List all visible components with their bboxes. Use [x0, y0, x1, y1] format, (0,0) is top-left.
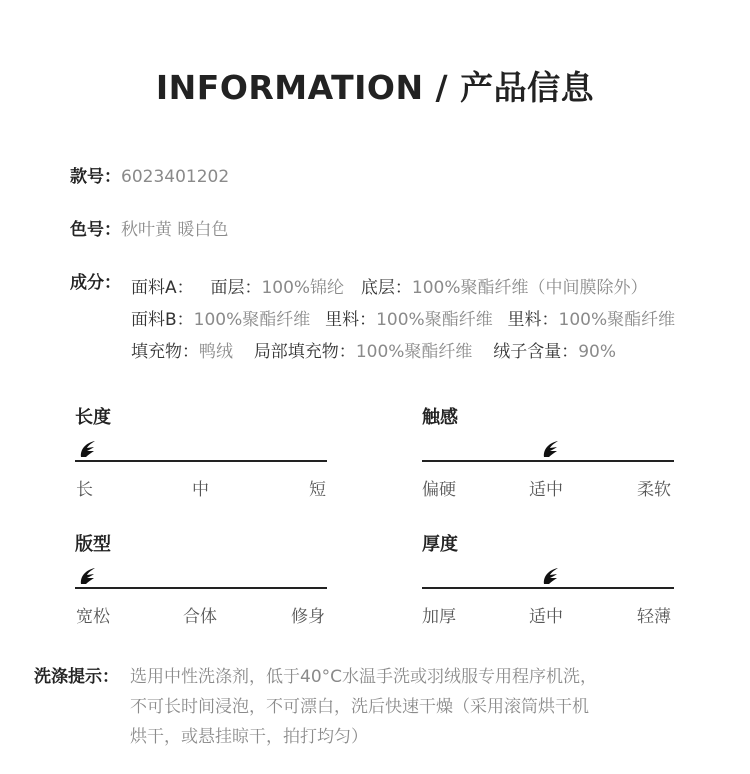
thickness-tick-thin: 轻薄 [637, 607, 671, 627]
wash-label: 洗涤提示： [34, 667, 119, 687]
comp-value: 100%聚酯纤维 [376, 310, 493, 330]
wash-line: 烘干，或悬挂晾干，拍打均匀） [130, 727, 368, 747]
length-scale-title: 长度 [75, 407, 111, 428]
comp-value: 100%锦纶 [261, 278, 345, 298]
touch-tick-soft: 柔软 [637, 480, 671, 500]
fit-scale-line [75, 587, 327, 589]
wash-line: 不可长时间浸泡，不可漂白，洗后快速干燥（采用滚筒烘干机 [130, 697, 589, 717]
comp-key: 里料： [325, 310, 377, 330]
comp-key: 填充物： [131, 342, 199, 362]
wash-text [130, 662, 730, 752]
comp-key: 里料： [507, 310, 559, 330]
comp-key: 面料A： [131, 278, 194, 298]
brand-wing-logo-icon [77, 564, 101, 588]
composition-line-1 [131, 273, 647, 298]
comp-key: 局部填充物： [253, 342, 356, 362]
comp-value: 100%聚酯纤维 [355, 342, 473, 362]
composition-line-3 [131, 337, 616, 362]
touch-tick-hard: 偏硬 [422, 480, 456, 500]
wash-line: 选用中性洗涤剂，低于40°C水温手洗或羽绒服专用程序机洗， [130, 667, 598, 687]
brand-wing-logo-icon [540, 564, 564, 588]
comp-key: 面料B： [131, 310, 194, 330]
fit-tick-regular: 合体 [183, 607, 217, 627]
comp-value: 100%聚酯纤维（中间膜除外） [411, 278, 648, 298]
fit-scale-title: 版型 [75, 534, 111, 555]
page-title: INFORMATION / 产品信息 [155, 68, 595, 107]
composition-label: 成分： [70, 273, 121, 293]
fit-tick-slim: 修身 [291, 607, 325, 627]
comp-value: 100%聚酯纤维 [558, 310, 676, 330]
comp-key: 面层： [210, 278, 262, 298]
thickness-tick-thick: 加厚 [422, 607, 456, 627]
length-tick-short: 短 [309, 480, 326, 500]
color-number-row [70, 215, 228, 245]
composition-label-row [70, 268, 121, 298]
color-number-value: 秋叶黄 暖白色 [121, 220, 229, 240]
comp-key: 底层： [360, 278, 412, 298]
style-number-row [70, 162, 229, 192]
thickness-scale-title: 厚度 [422, 534, 458, 555]
comp-key: 绒子含量： [493, 342, 579, 362]
style-number-label: 款号： [70, 167, 121, 187]
length-tick-long: 长 [76, 480, 93, 500]
brand-wing-logo-icon [540, 437, 564, 461]
color-number-label: 色号： [70, 220, 121, 240]
fit-tick-loose: 宽松 [76, 607, 110, 627]
thickness-tick-moderate: 适中 [529, 607, 563, 627]
length-scale-line [75, 460, 327, 462]
touch-tick-moderate: 适中 [529, 480, 563, 500]
comp-value: 90% [578, 342, 617, 362]
comp-value: 鸭绒 [199, 342, 233, 362]
composition-line-2 [131, 305, 675, 330]
length-tick-medium: 中 [192, 480, 209, 500]
comp-value: 100%聚酯纤维 [193, 310, 311, 330]
brand-wing-logo-icon [77, 437, 101, 461]
style-number-value: 6023401202 [121, 167, 230, 187]
touch-scale-title: 触感 [422, 407, 458, 428]
